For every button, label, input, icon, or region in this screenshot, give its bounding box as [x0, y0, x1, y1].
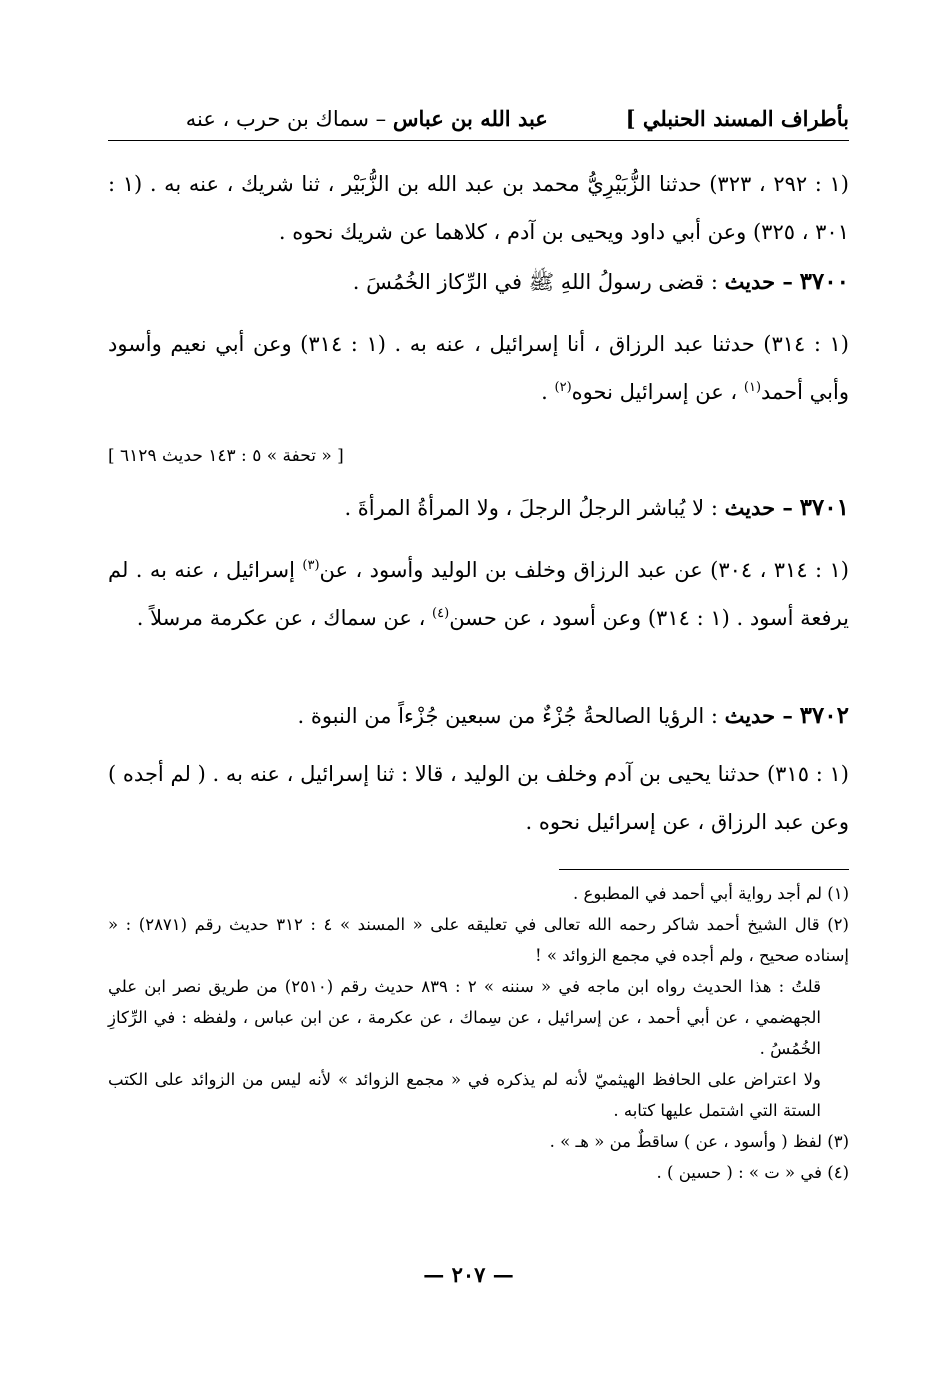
hadith-3700: ٣٧٠٠ – حديث : قضى رسولُ اللهِ ﷺ في الرِّكاز الخُمُسَ .: [352, 268, 849, 295]
hadith-label: حديث: [724, 495, 776, 520]
footnote-2-comment: قلتُ : هذا الحديث رواه ابن ماجه في « سننه » ٢ : ٨٣٩ حديث رقم (٢٥١٠) من طريق نصر ابن علي الجهضمي ، عن أبي أحمد ، عن إسرائيل ، عن سِماك ، عن عكرمة ، عن ابن عباس ، ولفظه : في الرِّكازِ الخُمُسُ .: [108, 977, 821, 1058]
hadith-label: حديث: [724, 703, 776, 728]
footnotes: [108, 878, 849, 1188]
footnote-1: (١) لم أجد رواية أبي أحمد في المطبوع .: [573, 884, 849, 903]
header-narrator: – سماك بن حرب ، عنه: [185, 106, 387, 131]
hadith-label: حديث: [724, 269, 776, 294]
header-rule: [108, 140, 849, 141]
header-companion: عبد الله بن عباس: [392, 105, 548, 131]
paragraph-chain-4: (١ : ٣١٥) حدثنا يحيى بن آدم وخلف بن الوليد ، قالا : ثنا إسرائيل ، عنه به . ( لم أجده ) وعن عبد الرزاق ، عن إسرائيل نحوه .: [108, 762, 849, 834]
hadith-number: ٣٧٠١: [799, 494, 849, 521]
hadith-3702: ٣٧٠٢ – حديث : الرؤيا الصالحةُ جُزْءٌ من سبعين جُزْءاً من النبوة .: [297, 702, 849, 729]
tuhfa-reference: [ « تحفة » ٥ : ١٤٣ حديث ٦١٢٩ ]: [108, 446, 344, 466]
hadith-text: : الرؤيا الصالحةُ جُزْءٌ من سبعين جُزْءاً من النبوة .: [297, 704, 718, 728]
paragraph-chain-2: (١ : ٣١٤) حدثنا عبد الرزاق ، أنا إسرائيل ، عنه به . (١ : ٣١٤) وعن أبي نعيم وأسود وأبي أحمد$^{(١)}$ ، عن إسرائيل نحوه$^{(٢)}$ .: [108, 332, 849, 404]
footnote-4: (٤) في « ت » : ( حسين ) .: [656, 1163, 849, 1182]
header-chapter: [186, 106, 548, 131]
footnote-ref: (٣): [302, 558, 320, 573]
footnote-rule: [559, 869, 849, 870]
hadith-3701: ٣٧٠١ – حديث : لا يُباشر الرجلُ الرجلَ ، ولا المرأةُ المرأةَ .: [344, 494, 849, 521]
page-number: — ٢٠٧ —: [423, 1262, 514, 1287]
hadith-number: ٣٧٠٠: [799, 268, 849, 295]
paragraph-chain-1: (١ : ٢٩٢ ، ٣٢٣) حدثنا الزُّبَيْرِيُّ محمد بن عبد الله بن الزُّبَيْر ، ثنا شريك ، عنه به . (١ : ٣٠١ ، ٣٢٥) وعن أبي داود ويحيى بن آدم ، كلاهما عن شريك نحوه .: [108, 172, 849, 244]
footnote-ref: (١): [743, 380, 762, 395]
hadith-number: ٣٧٠٢: [799, 702, 849, 729]
footnote-3: (٣) لفظ ( وأسود ، عن ) ساقطٌ من « هـ » .: [549, 1132, 849, 1151]
header-book-title: بأطراف المسند الحنبلي ]: [625, 105, 849, 131]
footnote-ref: (٤): [432, 606, 450, 621]
paragraph-chain-3: (١ : ٣١٤ ، ٣٠٤) عن عبد الرزاق وخلف بن الوليد وأسود ، عن$^{(٣)}$ إسرائيل ، عنه به . لم يرفعة أسود . (١ : ٣١٤) وعن أسود ، عن حسن$^{(٤)}$ ، عن سماك ، عن عكرمة مرسلاً .: [108, 558, 849, 630]
hadith-text: : قضى رسولُ اللهِ ﷺ في الرِّكاز الخُمُسَ .: [352, 270, 718, 294]
running-header: [108, 100, 849, 136]
footnote-ref: (٢): [554, 380, 572, 395]
hadith-text: : لا يُباشر الرجلُ الرجلَ ، ولا المرأةُ المرأةَ .: [344, 496, 718, 520]
footnote-2: (٢) قال الشيخ أحمد شاكر رحمه الله تعالى في تعليقه على « المسند » ٤ : ٣١٢ حديث رقم (٢٨٧١) : « إسناده صحيح ، ولم أجده في مجمع الزوائد » !: [108, 915, 849, 965]
footnote-2-note: ولا اعتراض على الحافظ الهيثميّ لأنه لم يذكره في « مجمع الزوائد » لأنه ليس من الزوائد على الكتب الستة التي اشتمل عليها كتابه .: [108, 1070, 821, 1120]
